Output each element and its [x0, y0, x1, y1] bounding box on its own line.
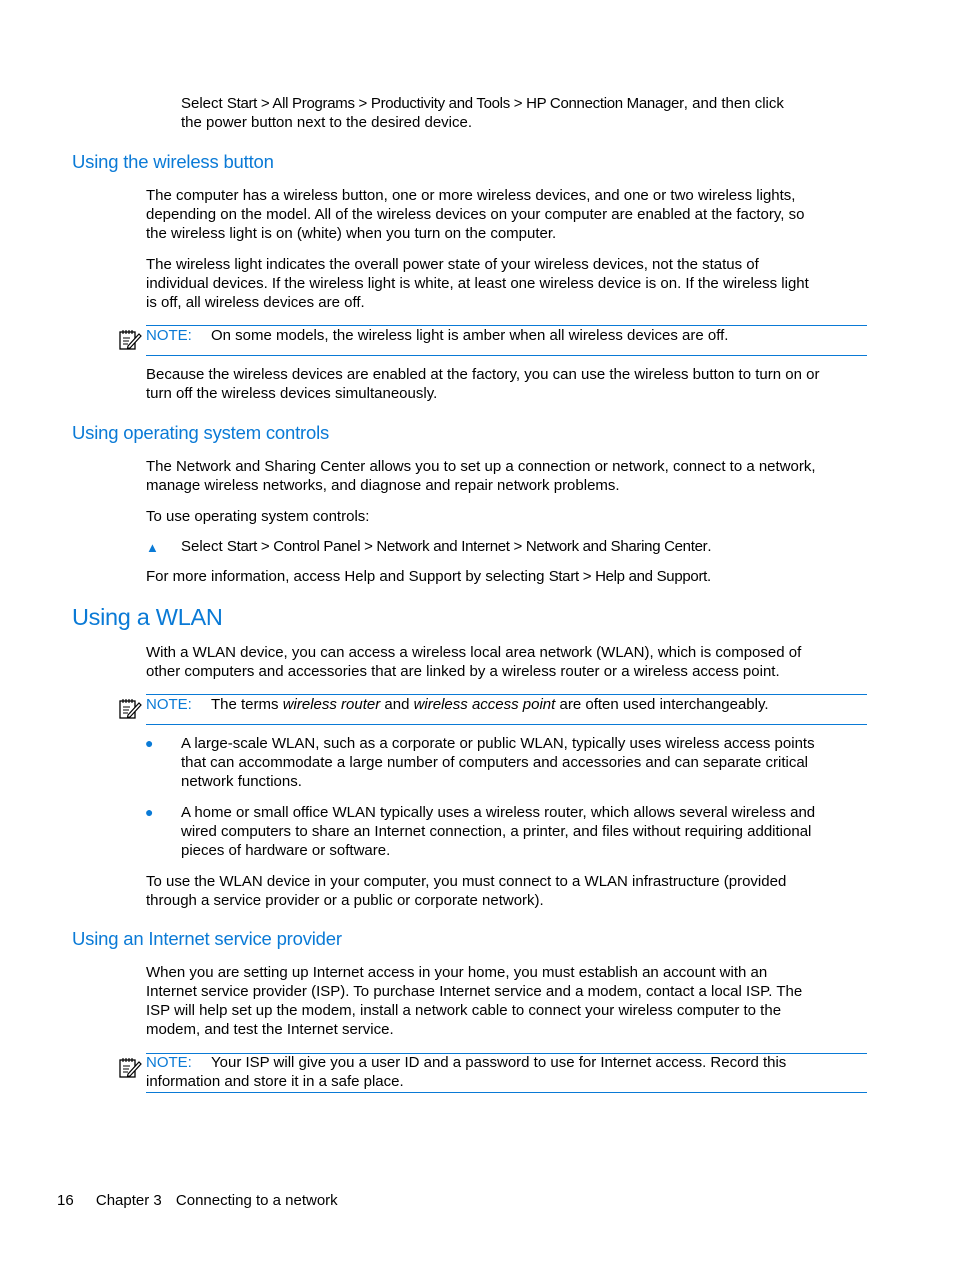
heading-os-controls: Using operating system controls: [72, 422, 330, 443]
wlan-para-2: To use the WLAN device in your computer, you must connect to a WLAN infrastructure (provided through a service provider or a public or corporate network).: [146, 873, 787, 909]
note-label: NOTE:: [146, 696, 192, 713]
os-para-2: To use operating system controls:: [146, 508, 370, 525]
intro-path: Start > All Programs > Productivity and Tools > HP Connection Manager: [226, 95, 684, 112]
heading-wireless-button: Using the wireless button: [72, 151, 274, 172]
intro-line-2: the power button next to the desired device.: [181, 114, 473, 131]
note-pad-icon: [118, 327, 142, 351]
term-wireless-access-point: wireless access point: [413, 696, 556, 713]
triangle-step-marker: ▲: [146, 540, 159, 555]
wireless-para-3: Because the wireless devices are enabled at the factory, you can use the wireless button to turn on or turn off the wireless devices simultaneously.: [146, 366, 820, 402]
os-more-path: Start > Help and Support: [548, 568, 708, 585]
isp-para-1: When you are setting up Internet access in your home, you must establish an account with an Internet service provider (ISP). To purchase Internet service and a modem, contact a local ISP. The ISP will help set up the modem, install a network cable to connect your wireless computer to the modem, and test the Internet service.: [146, 964, 803, 1038]
note-label: NOTE:: [146, 1054, 192, 1071]
page-number: 16: [57, 1192, 74, 1209]
wlan-bullet-2: A home or small office WLAN typically uses a wireless router, which allows several wireless and wired computers to share an Internet connection, a printer, and files without requiring additional pieces of hardware or software.: [181, 804, 816, 859]
heading-wlan: Using a WLAN: [72, 604, 223, 630]
wireless-para-2: The wireless light indicates the overall power state of your wireless devices, not the status of individual devices. If the wireless light is white, at least one wireless device is on. If the wireless light is off, all wireless devices are off.: [146, 256, 809, 311]
bullet-dot: ●: [145, 735, 154, 751]
os-para-1: The Network and Sharing Center allows you to set up a connection or network, connect to a network, manage wireless networks, and diagnose and repair network problems.: [146, 458, 816, 494]
intro-step: [181, 94, 871, 132]
note-wlan: NOTE: The terms wireless router and wireless access point are often used interchangeably.: [146, 694, 867, 725]
wireless-para-1: The computer has a wireless button, one or more wireless devices, and one or two wireless lights, depending on the model. All of the wireless devices on your computer are enabled at the factory, so the wireless light is on (white) when you turn on the computer.: [146, 187, 805, 242]
os-step-path: Start > Control Panel > Network and Internet > Network and Sharing Center: [226, 538, 708, 555]
note-pad-icon: [118, 696, 142, 720]
page-footer: [57, 1191, 338, 1210]
chapter-title: Connecting to a network: [175, 1192, 338, 1209]
bullet-dot: ●: [145, 804, 154, 820]
note-label: NOTE:: [146, 327, 192, 344]
note-wireless: [146, 325, 867, 356]
wlan-bullet-1: A large-scale WLAN, such as a corporate or public WLAN, typically uses wireless access points that can accommodate a large number of computers and accessories and can separate critical network functions.: [181, 735, 815, 790]
note-isp: NOTE: Your ISP will give you a user ID and a password to use for Internet access. Record this information and store it in a safe place.: [146, 1053, 867, 1093]
heading-isp: Using an Internet service provider: [72, 928, 342, 949]
term-wireless-router: wireless router: [282, 696, 381, 713]
os-step: Select Start > Control Panel > Network and Internet > Network and Sharing Center.: [181, 538, 712, 555]
intro-line-1: Select Start > All Programs > Productivity and Tools > HP Connection Manager, and then click: [181, 95, 784, 112]
note-pad-icon: [118, 1055, 142, 1079]
os-more-info: For more information, access Help and Support by selecting Start > Help and Support.: [146, 568, 712, 585]
chapter-label: Chapter 3: [95, 1192, 162, 1209]
note-text: On some models, the wireless light is amber when all wireless devices are off.: [211, 327, 729, 344]
wlan-para-1: With a WLAN device, you can access a wireless local area network (WLAN), which is composed of other computers and accessories that are linked by a wireless router or a wireless access point.: [146, 644, 802, 680]
